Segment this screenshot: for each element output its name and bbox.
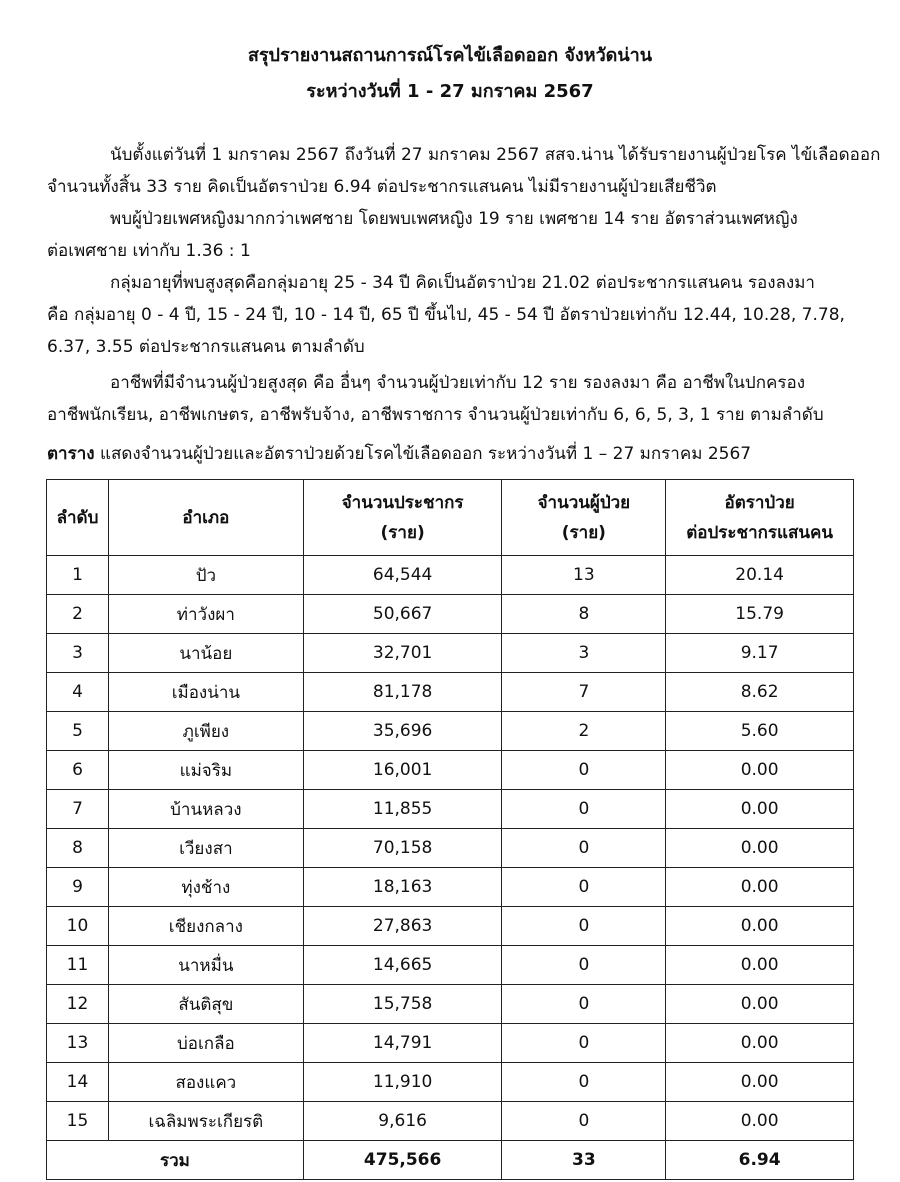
cell-order: 11 bbox=[47, 946, 109, 985]
cell-district: ทุ่งช้าง bbox=[108, 868, 303, 907]
cell-district: แม่จริม bbox=[108, 751, 303, 790]
cell-population: 18,163 bbox=[303, 868, 502, 907]
cell-rate: 0.00 bbox=[666, 868, 854, 907]
table-row bbox=[47, 595, 854, 634]
cell-population: 35,696 bbox=[303, 712, 502, 751]
cell-rate: 5.60 bbox=[666, 712, 854, 751]
cell-order: 5 bbox=[47, 712, 109, 751]
paragraph-line: พบผู้ป่วยเพศหญิงมากกว่าเพศชาย โดยพบเพศหญิง 19 ราย เพศชาย 14 ราย อัตราส่วนเพศหญิง bbox=[110, 209, 798, 229]
table-row bbox=[47, 712, 854, 751]
table-row bbox=[47, 1102, 854, 1141]
document-subtitle: ระหว่างวันที่ 1 - 27 มกราคม 2567 bbox=[306, 81, 594, 102]
cell-district: ปัว bbox=[108, 556, 303, 595]
dengue-table bbox=[46, 479, 854, 1180]
cell-district: สันติสุข bbox=[108, 985, 303, 1024]
paragraph-line: จำนวนทั้งสิ้น 33 ราย คิดเป็นอัตราป่วย 6.94 ต่อประชากรแสนคน ไม่มีรายงานผู้ป่วยเสียชีวิต bbox=[47, 177, 717, 197]
cell-district: นาน้อย bbox=[108, 634, 303, 673]
cell-order: 9 bbox=[47, 868, 109, 907]
cell-patients: 0 bbox=[502, 751, 666, 790]
header-patients-unit: (ราย) bbox=[561, 522, 606, 543]
cell-rate: 0.00 bbox=[666, 751, 854, 790]
table-row bbox=[47, 985, 854, 1024]
header-rate-unit: ต่อประชากรแสนคน bbox=[686, 522, 833, 543]
cell-patients: 0 bbox=[502, 868, 666, 907]
table-caption-label: ตาราง bbox=[47, 444, 95, 464]
table-row bbox=[47, 1063, 854, 1102]
header-population-label: จำนวนประชากร bbox=[341, 492, 464, 513]
cell-order: 2 bbox=[47, 595, 109, 634]
cell-district: เวียงสา bbox=[108, 829, 303, 868]
table-row bbox=[47, 946, 854, 985]
header-order: ลำดับ bbox=[47, 480, 109, 556]
cell-rate: 0.00 bbox=[666, 1063, 854, 1102]
cell-population: 15,758 bbox=[303, 985, 502, 1024]
cell-population: 11,855 bbox=[303, 790, 502, 829]
cell-rate: 0.00 bbox=[666, 946, 854, 985]
paragraph-line: อาชีพที่มีจำนวนผู้ป่วยสูงสุด คือ อื่นๆ จำนวนผู้ป่วยเท่ากับ 12 ราย รองลงมา คือ อาชีพในปกครอง bbox=[110, 373, 806, 393]
paragraph-line: คือ กลุ่มอายุ 0 - 4 ปี, 15 - 24 ปี, 10 - 14 ปี, 65 ปี ขึ้นไป, 45 - 54 ปี อัตราป่วยเท่ากับ 12.44, 10.28, 7.78, bbox=[47, 305, 845, 325]
cell-population: 16,001 bbox=[303, 751, 502, 790]
table-row bbox=[47, 556, 854, 595]
total-patients: 33 bbox=[502, 1141, 666, 1180]
cell-patients: 7 bbox=[502, 673, 666, 712]
cell-district: ภูเพียง bbox=[108, 712, 303, 751]
cell-population: 14,665 bbox=[303, 946, 502, 985]
table-row bbox=[47, 751, 854, 790]
cell-patients: 3 bbox=[502, 634, 666, 673]
cell-district: เมืองน่าน bbox=[108, 673, 303, 712]
table-row bbox=[47, 907, 854, 946]
cell-order: 12 bbox=[47, 985, 109, 1024]
cell-district: ท่าวังผา bbox=[108, 595, 303, 634]
cell-patients: 0 bbox=[502, 1063, 666, 1102]
cell-order: 14 bbox=[47, 1063, 109, 1102]
cell-rate: 0.00 bbox=[666, 790, 854, 829]
cell-population: 70,158 bbox=[303, 829, 502, 868]
cell-patients: 8 bbox=[502, 595, 666, 634]
paragraph-line: นับตั้งแต่วันที่ 1 มกราคม 2567 ถึงวันที่ 27 มกราคม 2567 สสจ.น่าน ได้รับรายงานผู้ป่วยโรค ไข้เลือดออก bbox=[110, 145, 881, 165]
cell-patients: 13 bbox=[502, 556, 666, 595]
cell-population: 32,701 bbox=[303, 634, 502, 673]
cell-population: 14,791 bbox=[303, 1024, 502, 1063]
cell-rate: 0.00 bbox=[666, 829, 854, 868]
header-rate-label: อัตราป่วย bbox=[724, 492, 795, 513]
cell-rate: 0.00 bbox=[666, 1102, 854, 1141]
cell-order: 13 bbox=[47, 1024, 109, 1063]
cell-rate: 0.00 bbox=[666, 1024, 854, 1063]
header-population bbox=[303, 480, 502, 556]
cell-order: 7 bbox=[47, 790, 109, 829]
cell-population: 64,544 bbox=[303, 556, 502, 595]
cell-order: 4 bbox=[47, 673, 109, 712]
table-row bbox=[47, 673, 854, 712]
cell-population: 81,178 bbox=[303, 673, 502, 712]
table-row bbox=[47, 829, 854, 868]
cell-district: บ่อเกลือ bbox=[108, 1024, 303, 1063]
header-district: อำเภอ bbox=[108, 480, 303, 556]
table-caption-text: แสดงจำนวนผู้ป่วยและอัตราป่วยด้วยโรคไข้เลือดออก ระหว่างวันที่ 1 – 27 มกราคม 2567 bbox=[94, 444, 752, 464]
total-label: รวม bbox=[47, 1141, 304, 1180]
cell-order: 6 bbox=[47, 751, 109, 790]
cell-patients: 0 bbox=[502, 907, 666, 946]
table-row bbox=[47, 868, 854, 907]
cell-rate: 8.62 bbox=[666, 673, 854, 712]
cell-district: เชียงกลาง bbox=[108, 907, 303, 946]
paragraph-line: 6.37, 3.55 ต่อประชากรแสนคน ตามลำดับ bbox=[47, 337, 365, 357]
cell-population: 50,667 bbox=[303, 595, 502, 634]
cell-patients: 2 bbox=[502, 712, 666, 751]
cell-patients: 0 bbox=[502, 790, 666, 829]
header-rate bbox=[666, 480, 854, 556]
cell-population: 27,863 bbox=[303, 907, 502, 946]
cell-patients: 0 bbox=[502, 985, 666, 1024]
cell-rate: 0.00 bbox=[666, 907, 854, 946]
cell-district: บ้านหลวง bbox=[108, 790, 303, 829]
total-rate: 6.94 bbox=[666, 1141, 854, 1180]
table-header-row bbox=[47, 480, 854, 556]
cell-patients: 0 bbox=[502, 1102, 666, 1141]
table-total-row bbox=[47, 1141, 854, 1180]
cell-rate: 20.14 bbox=[666, 556, 854, 595]
table-caption bbox=[47, 440, 751, 467]
cell-rate: 15.79 bbox=[666, 595, 854, 634]
cell-order: 8 bbox=[47, 829, 109, 868]
table-row bbox=[47, 1024, 854, 1063]
cell-district: เฉลิมพระเกียรติ bbox=[108, 1102, 303, 1141]
cell-patients: 0 bbox=[502, 829, 666, 868]
total-population: 475,566 bbox=[303, 1141, 502, 1180]
paragraph-line: อาชีพนักเรียน, อาชีพเกษตร, อาชีพรับจ้าง, อาชีพราชการ จำนวนผู้ป่วยเท่ากับ 6, 6, 5, 3, 1 ราย ตามลำดับ bbox=[47, 405, 824, 425]
cell-population: 9,616 bbox=[303, 1102, 502, 1141]
cell-order: 3 bbox=[47, 634, 109, 673]
cell-patients: 0 bbox=[502, 1024, 666, 1063]
cell-patients: 0 bbox=[502, 946, 666, 985]
header-patients-label: จำนวนผู้ป่วย bbox=[537, 492, 631, 513]
cell-rate: 9.17 bbox=[666, 634, 854, 673]
paragraph-line: ต่อเพศชาย เท่ากับ 1.36 : 1 bbox=[47, 241, 251, 261]
table-row bbox=[47, 634, 854, 673]
header-population-unit: (ราย) bbox=[380, 522, 425, 543]
table-row bbox=[47, 790, 854, 829]
paragraph-line: กลุ่มอายุที่พบสูงสุดคือกลุ่มอายุ 25 - 34 ปี คิดเป็นอัตราป่วย 21.02 ต่อประชากรแสนคน รองลงมา bbox=[110, 273, 815, 293]
header-patients bbox=[502, 480, 666, 556]
cell-district: นาหมื่น bbox=[108, 946, 303, 985]
cell-order: 15 bbox=[47, 1102, 109, 1141]
document-title: สรุปรายงานสถานการณ์โรคไข้เลือดออก จังหวัดน่าน bbox=[247, 45, 653, 66]
cell-population: 11,910 bbox=[303, 1063, 502, 1102]
cell-district: สองแคว bbox=[108, 1063, 303, 1102]
cell-order: 1 bbox=[47, 556, 109, 595]
cell-order: 10 bbox=[47, 907, 109, 946]
cell-rate: 0.00 bbox=[666, 985, 854, 1024]
